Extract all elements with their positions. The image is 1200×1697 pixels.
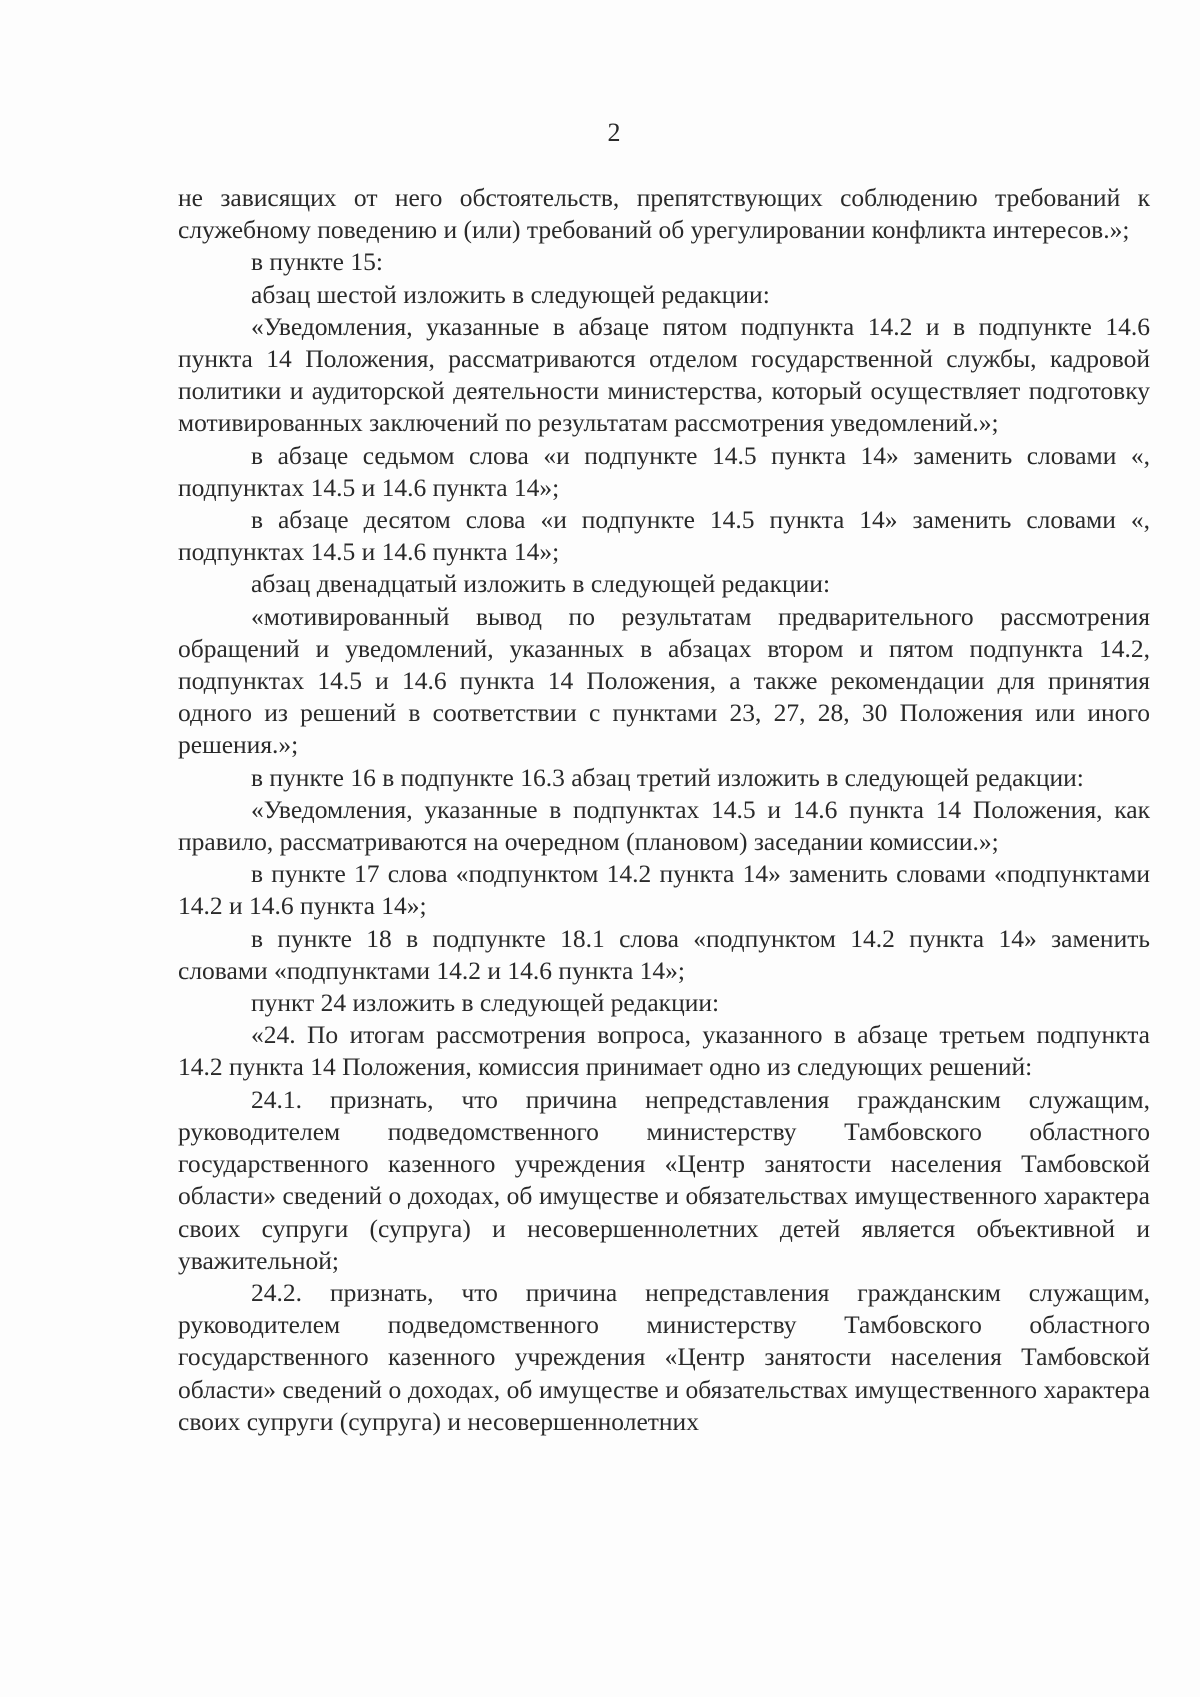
paragraph: не зависящих от него обстоятельств, препятствующих соблюдению требований к служебному поведению и (или) требований об урегулировании конфликта интересов.»; (178, 183, 1150, 245)
paragraph: «Уведомления, указанные в подпунктах 14.5 и 14.6 пункта 14 Положения, как правило, рассматриваются на очередном (плановом) заседании комиссии.»; (178, 794, 1150, 857)
paragraph: пункт 24 изложить в следующей редакции: (251, 988, 720, 1018)
paragraph: в пункте 18 в подпункте 18.1 слова «подпунктом 14.2 пункта 14» заменить словами «подпунктами 14.2 и 14.6 пункта 14»; (178, 923, 1150, 985)
paragraph: 24.2. признать, что причина непредставления гражданским служащим, руководителем подведомственного министерству Тамбовского областного государственного казенного учреждения «Центр занятости населения Тамбовской области» сведений о доходах, об имуществе и обязательствах имущественного характера своих супруги (супруга) и несовершеннолетних (178, 1277, 1150, 1436)
document-body (178, 182, 1150, 1438)
paragraph: в пункте 16 в подпункте 16.3 абзац третий изложить в следующей редакции: (251, 762, 1084, 792)
page-number: 2 (607, 118, 621, 147)
paragraph: в пункте 17 слова «подпунктом 14.2 пункта 14» заменить словами «подпунктами 14.2 и 14.6 пункта 14»; (178, 859, 1150, 921)
paragraph: «мотивированный вывод по результатам предварительного рассмотрения обращений и уведомлений, указанных в абзацах втором и пятом подпункта 14.2, подпунктах 14.5 и 14.6 пункта 14 Положения, а также рекомендации для принятия одного из решений в соответствии с пунктами 23, 27, 28, 30 Положения или иного решения.»; (178, 601, 1150, 760)
paragraph: в пункте 15: (251, 247, 383, 277)
paragraph: 24.1. признать, что причина непредставления гражданским служащим, руководителем подведомственного министерству Тамбовского областного государственного казенного учреждения «Центр занятости населения Тамбовской области» сведений о доходах, об имуществе и обязательствах имущественного характера своих супруги (супруга) и несовершеннолетних детей является объективной и уважительной; (178, 1084, 1150, 1275)
paragraph: абзац шестой изложить в следующей редакции: (251, 279, 770, 309)
paragraph: в абзаце седьмом слова «и подпункте 14.5 пункта 14» заменить словами «, подпунктах 14.5 и 14.6 пункта 14»; (178, 440, 1150, 502)
paragraph: «24. По итогам рассмотрения вопроса, указанного в абзаце третьем подпункта 14.2 пункта 14 Положения, комиссия принимает одно из следующих решений: (178, 1020, 1150, 1082)
paragraph: «Уведомления, указанные в абзаце пятом подпункта 14.2 и в подпункте 14.6 пункта 14 Положения, рассматриваются отделом государственной службы, кадровой политики и аудиторской деятельности министерства, который осуществляет подготовку мотивированных заключений по результатам рассмотрения уведомлений.»; (178, 311, 1150, 438)
paragraph: в абзаце десятом слова «и подпункте 14.5 пункта 14» заменить словами «, подпунктах 14.5 и 14.6 пункта 14»; (178, 505, 1150, 567)
paragraph: абзац двенадцатый изложить в следующей редакции: (251, 569, 831, 599)
